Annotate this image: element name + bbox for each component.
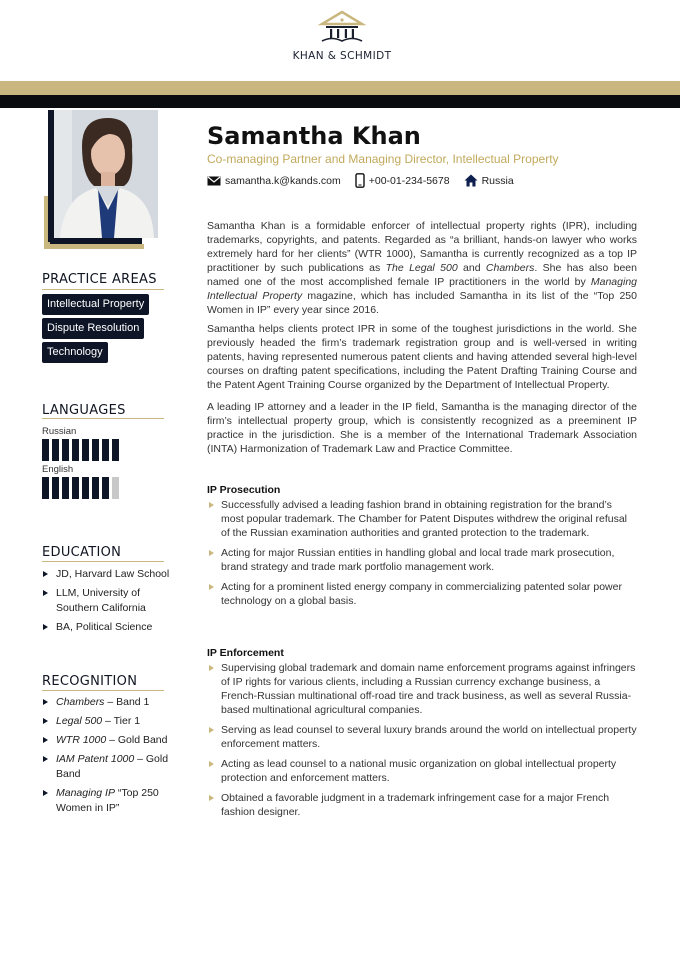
home-icon (464, 174, 478, 187)
languages-rule (42, 418, 164, 419)
list-item: Serving as lead counsel to several luxury brands around the world on intellectual property enforcement matters. (207, 723, 637, 751)
education-item: LLM, University of Southern California (42, 586, 172, 616)
bio-paragraph: A leading IP attorney and a leader in the IP field, Samantha is the managing director of the firm’s intellectual property group, which is consistently recognized as a preeminent IP practice in the jurisdiction. She is a member of the International Trademark Association (INTA) Harmonization of Trademark Law and Practice Committee. (207, 401, 637, 455)
header-dark-band (0, 95, 680, 108)
bio-paragraph: Samantha Khan is a formidable enforcer of intellectual property rights (IPR), including trademarks, copyrights, and patents. Regarded as “a brilliant, hands-on lawyer who works extremely hard for her clients” (WTR 1000), Samantha is currently recognized as a top IP practitioner by such publications as The Legal 500 and Chambers. She has also been named one of the most accomplished female IP practitioners in the world by Managing Intellectual Property magazine, which has included Samantha in its list of the “Top 250 Women in IP” every year since 2016. (207, 220, 637, 316)
level-segment-filled (62, 439, 69, 461)
ip-enforcement-list (207, 661, 637, 825)
list-item: Acting for a prominent listed energy company in commercializing patented solar power technology on a global basis. (207, 580, 637, 608)
email-contact[interactable] (207, 175, 341, 187)
envelope-icon (207, 176, 221, 186)
education-item: BA, Political Science (42, 620, 172, 635)
list-item: Successfully advised a leading fashion brand in obtaining registration for the brand’s most popular trademark. The Chamber for Patent Disputes withdrew the original refusal of the Russian examination authorities and granted protection to the trademark. (207, 498, 637, 540)
list-item: Obtained a favorable judgment in a trademark infringement case for a major French fashion designer. (207, 791, 637, 819)
level-segment-filled (72, 477, 79, 499)
recognition-heading: RECOGNITION (42, 674, 138, 689)
recognition-list (42, 695, 172, 820)
practice-area-tag: Dispute Resolution (42, 318, 144, 339)
recognition-item: Chambers – Band 1 (42, 695, 172, 710)
language-level-meter (42, 477, 119, 499)
firm-logo (280, 10, 404, 72)
phone-contact[interactable] (355, 173, 450, 188)
profile-photo-frame (44, 110, 158, 248)
practice-area-tag: Intellectual Property (42, 294, 149, 315)
mobile-phone-icon (355, 173, 365, 188)
education-list (42, 567, 172, 639)
recognition-item: Legal 500 – Tier 1 (42, 714, 172, 729)
profile-photo (54, 110, 158, 238)
level-segment-filled (62, 477, 69, 499)
location-contact (464, 174, 514, 187)
practice-area-tag: Technology (42, 342, 108, 363)
level-segment-empty (112, 477, 119, 499)
recognition-item: Managing IP “Top 250 Women in IP” (42, 786, 172, 816)
firm-name: KHAN & SCHMIDT (292, 50, 392, 62)
language-label: English (42, 464, 74, 475)
language-level-meter (42, 439, 119, 461)
level-segment-filled (82, 439, 89, 461)
level-segment-filled (102, 477, 109, 499)
bio-paragraph: Samantha helps clients protect IPR in some of the toughest jurisdictions in the world. She previously headed the firm’s trademark registration group and is well-versed in writing patents, having represented numerous patent clients and having attended several high-level courses on drafting patent specifications, including the Patent Drafting Training Course and the Patent Agent Training Course organized by the Department of Intellectual Property. (207, 323, 637, 391)
recognition-item: WTR 1000 – Gold Band (42, 733, 172, 748)
recognition-item: IAM Patent 1000 – Gold Band (42, 752, 172, 782)
level-segment-filled (112, 439, 119, 461)
contact-row (207, 173, 528, 188)
courthouse-icon (316, 10, 368, 44)
person-name: Samantha Khan (207, 122, 421, 150)
email-text[interactable]: samantha.k@kands.com (225, 174, 341, 187)
practice-areas-heading: PRACTICE AREAS (42, 272, 157, 287)
location-text: Russia (481, 174, 514, 187)
recognition-rule (42, 690, 164, 691)
level-segment-filled (42, 439, 49, 461)
ip-prosecution-list (207, 498, 637, 614)
header-gold-band (0, 81, 680, 95)
education-item: JD, Harvard Law School (42, 567, 172, 582)
level-segment-filled (82, 477, 89, 499)
level-segment-filled (92, 477, 99, 499)
ip-prosecution-heading: IP Prosecution (207, 484, 281, 496)
education-heading: EDUCATION (42, 545, 122, 560)
level-segment-filled (72, 439, 79, 461)
ip-enforcement-heading: IP Enforcement (207, 647, 284, 659)
education-rule (42, 561, 164, 562)
list-item: Acting as lead counsel to a national music organization on global intellectual property protection and enforcement matters. (207, 757, 637, 785)
level-segment-filled (52, 477, 59, 499)
language-label: Russian (42, 426, 77, 437)
level-segment-filled (52, 439, 59, 461)
languages-heading: LANGUAGES (42, 403, 126, 418)
level-segment-filled (92, 439, 99, 461)
list-item: Supervising global trademark and domain name enforcement programs against infringers of IP rights for various clients, including a Russian currency exchange business, a French-Russian multinational off-road tire and track business, as well as several Russia-based multinational agricultural companies. (207, 661, 637, 717)
level-segment-filled (102, 439, 109, 461)
level-segment-filled (42, 477, 49, 499)
list-item: Acting for major Russian entities in handling global and local trade mark prosecution, brand strategy and trade mark portfolio management work. (207, 546, 637, 574)
practice-areas-rule (42, 289, 164, 290)
phone-text[interactable]: +00-01-234-5678 (368, 174, 450, 187)
person-title: Co-managing Partner and Managing Director, Intellectual Property (207, 152, 559, 166)
